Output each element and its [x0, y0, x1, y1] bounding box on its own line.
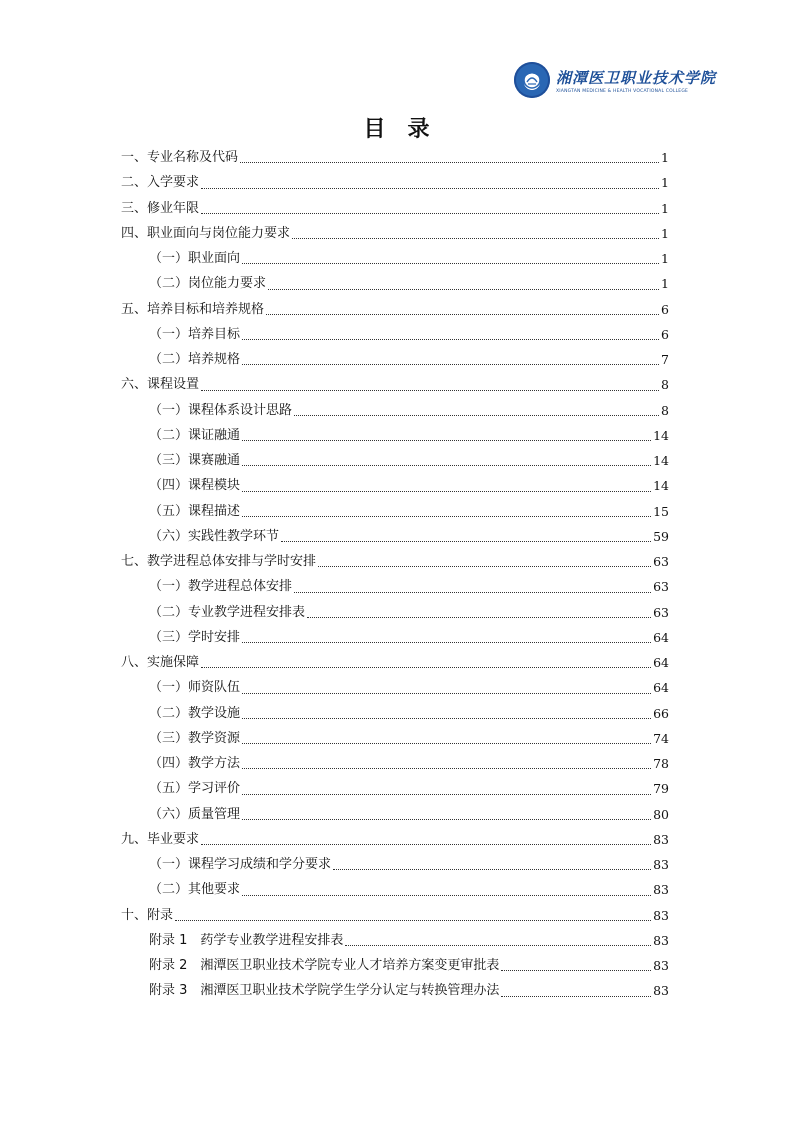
- toc-entry-page: 1: [661, 200, 669, 216]
- toc-entry-label: 六、课程设置: [121, 377, 200, 393]
- toc-entry[interactable]: [121, 978, 669, 1003]
- toc-dot-leader: [242, 363, 659, 365]
- toc-entry-page: 83: [653, 932, 669, 948]
- toc-entry-page: 79: [653, 781, 669, 797]
- toc-dot-leader: [242, 692, 651, 694]
- toc-dot-leader: [242, 742, 651, 744]
- toc-entry-page: 63: [653, 604, 669, 620]
- toc-dot-leader: [281, 540, 651, 542]
- toc-entry-label: （五）学习评价: [149, 781, 241, 797]
- toc-entry-page: 14: [653, 453, 669, 468]
- toc-dot-leader: [333, 868, 651, 870]
- toc-entry[interactable]: [121, 347, 669, 372]
- toc-entry[interactable]: [121, 271, 669, 296]
- toc-entry[interactable]: [121, 398, 669, 423]
- toc-dot-leader: [292, 237, 659, 239]
- toc-entry[interactable]: [121, 448, 669, 473]
- toc-dot-leader: [175, 919, 651, 921]
- toc-entry-label: 附录 3 湘潭医卫职业技术学院学生学分认定与转换管理办法: [149, 983, 500, 999]
- toc-entry[interactable]: [121, 423, 669, 448]
- toc-entry-label: （六）质量管理: [149, 806, 241, 822]
- toc-dot-leader: [268, 288, 659, 290]
- toc-entry-page: 1: [661, 150, 669, 165]
- toc-entry-page: 83: [653, 907, 669, 923]
- toc-entry-page: 64: [653, 629, 669, 645]
- toc-entry-label: （四）课程模块: [149, 478, 241, 494]
- toc-entry-page: 63: [653, 554, 669, 569]
- toc-dot-leader: [242, 793, 651, 795]
- toc-entry[interactable]: [121, 625, 669, 650]
- toc-dot-leader: [242, 717, 651, 719]
- toc-entry-label: 八、实施保障: [121, 655, 200, 670]
- toc-dot-leader: [242, 439, 651, 441]
- toc-entry[interactable]: [121, 524, 669, 549]
- toc-dot-leader: [240, 161, 659, 163]
- toc-entry-page: 83: [653, 983, 669, 999]
- toc-entry-page: 14: [653, 427, 669, 443]
- toc-dot-leader: [501, 995, 651, 997]
- toc-dot-leader: [294, 591, 651, 593]
- toc-entry-label: （二）课证融通: [149, 427, 241, 443]
- toc-entry-page: 74: [653, 730, 669, 746]
- toc-entry-label: 附录 1 药学专业教学进程安排表: [149, 932, 344, 948]
- toc-entry[interactable]: [121, 675, 669, 700]
- toc-entry-page: 83: [653, 882, 669, 898]
- toc-entry[interactable]: [121, 877, 669, 902]
- toc-entry-label: 九、毕业要求: [121, 831, 200, 847]
- toc-dot-leader: [201, 187, 659, 189]
- toc-entry[interactable]: [121, 221, 669, 246]
- toc-entry-page: 1: [661, 276, 669, 292]
- toc-entry-label: 三、修业年限: [121, 200, 200, 216]
- toc-entry-label: （四）教学方法: [149, 756, 241, 771]
- toc-entry-label: （二）其他要求: [149, 882, 241, 898]
- toc-entry[interactable]: [121, 499, 669, 524]
- logo-english-name: XIANGTAN MEDICINE & HEALTH VOCATIONAL COLLEGE: [556, 88, 689, 94]
- toc-entry[interactable]: [121, 903, 669, 928]
- toc-entry[interactable]: [121, 196, 669, 221]
- toc-entry[interactable]: [121, 776, 669, 801]
- college-logo: [514, 62, 716, 98]
- toc-entry-label: （三）教学资源: [149, 730, 241, 746]
- toc-entry[interactable]: [121, 751, 669, 776]
- toc-entry-page: 83: [653, 831, 669, 847]
- toc-entry[interactable]: [121, 600, 669, 625]
- toc-dot-leader: [242, 818, 651, 820]
- toc-entry-page: 64: [653, 680, 669, 696]
- toc-entry[interactable]: [121, 802, 669, 827]
- toc-dot-leader: [201, 666, 651, 668]
- toc-dot-leader: [307, 616, 651, 618]
- toc-entry-label: （一）教学进程总体安排: [149, 579, 293, 595]
- toc-entry[interactable]: [121, 827, 669, 852]
- toc-entry-label: （三）学时安排: [149, 629, 241, 645]
- toc-entry-label: （二）培养规格: [149, 352, 241, 367]
- toc-entry-label: （二）岗位能力要求: [149, 276, 267, 292]
- toc-entry-label: 一、专业名称及代码: [121, 150, 239, 165]
- toc-entry-page: 1: [661, 251, 669, 266]
- toc-entry-label: （一）职业面向: [149, 251, 241, 266]
- toc-entry-label: 二、入学要求: [121, 175, 200, 191]
- toc-entry-page: 15: [653, 503, 669, 519]
- toc-entry-label: 五、培养目标和培养规格: [121, 301, 265, 317]
- toc-entry[interactable]: [121, 928, 669, 953]
- college-emblem-icon: [514, 62, 550, 98]
- toc-entry[interactable]: [121, 650, 669, 675]
- toc-entry[interactable]: [121, 726, 669, 751]
- toc-dot-leader: [242, 464, 651, 466]
- toc-entry[interactable]: [121, 246, 669, 271]
- toc-dot-leader: [501, 969, 651, 971]
- toc-entry-page: 6: [661, 326, 669, 342]
- toc-entry[interactable]: [121, 473, 669, 498]
- toc-entry-label: （六）实践性教学环节: [149, 528, 280, 544]
- table-of-contents: [121, 145, 669, 1004]
- toc-entry[interactable]: [121, 145, 669, 170]
- toc-dot-leader: [242, 767, 651, 769]
- toc-dot-leader: [242, 490, 651, 492]
- toc-entry-page: 83: [653, 857, 669, 872]
- toc-entry-page: 8: [661, 377, 669, 393]
- toc-dot-leader: [201, 843, 651, 845]
- toc-dot-leader: [201, 212, 659, 214]
- toc-entry[interactable]: [121, 953, 669, 978]
- toc-entry-page: 59: [653, 528, 669, 544]
- toc-dot-leader: [242, 894, 651, 896]
- toc-entry-page: 63: [653, 579, 669, 595]
- toc-entry-label: （一）课程学习成绩和学分要求: [149, 857, 332, 872]
- toc-entry-page: 6: [661, 301, 669, 317]
- toc-entry[interactable]: [121, 574, 669, 599]
- toc-entry-page: 83: [653, 958, 669, 973]
- toc-entry-page: 78: [653, 756, 669, 771]
- page-title: 目录: [363, 117, 452, 142]
- logo-chinese-name: 湘潭医卫职业技术学院: [556, 68, 717, 87]
- toc-entry-page: 14: [653, 478, 669, 494]
- toc-entry-label: （二）专业教学进程安排表: [149, 604, 306, 620]
- toc-entry-label: （三）课赛融通: [149, 453, 241, 468]
- toc-entry-page: 7: [661, 352, 669, 367]
- toc-entry-label: （五）课程描述: [149, 503, 241, 519]
- toc-entry-label: 七、教学进程总体安排与学时安排: [121, 554, 317, 569]
- toc-dot-leader: [242, 515, 651, 517]
- toc-entry-page: 8: [661, 402, 669, 418]
- toc-entry-page: 80: [653, 806, 669, 822]
- toc-entry-page: 1: [661, 175, 669, 191]
- toc-entry[interactable]: [121, 852, 669, 877]
- toc-entry[interactable]: [121, 372, 669, 397]
- toc-entry[interactable]: [121, 549, 669, 574]
- toc-dot-leader: [345, 944, 651, 946]
- toc-entry-page: 66: [653, 705, 669, 721]
- toc-dot-leader: [318, 565, 651, 567]
- toc-entry-label: 附录 2 湘潭医卫职业技术学院专业人才培养方案变更审批表: [149, 958, 500, 973]
- toc-entry-label: （二）教学设施: [149, 705, 241, 721]
- toc-dot-leader: [242, 641, 651, 643]
- toc-entry-page: 1: [661, 225, 669, 241]
- toc-entry[interactable]: [121, 170, 669, 195]
- toc-entry[interactable]: [121, 297, 669, 322]
- toc-entry[interactable]: [121, 322, 669, 347]
- toc-dot-leader: [266, 313, 659, 315]
- toc-dot-leader: [294, 414, 659, 416]
- toc-entry-page: 64: [653, 655, 669, 670]
- toc-entry-label: （一）课程体系设计思路: [149, 402, 293, 418]
- toc-entry-label: （一）师资队伍: [149, 680, 241, 696]
- toc-dot-leader: [201, 389, 659, 391]
- toc-dot-leader: [242, 338, 659, 340]
- toc-entry-label: 十、附录: [121, 907, 174, 923]
- toc-dot-leader: [242, 262, 659, 264]
- toc-entry[interactable]: [121, 701, 669, 726]
- toc-entry-label: （一）培养目标: [149, 326, 241, 342]
- toc-entry-label: 四、职业面向与岗位能力要求: [121, 225, 291, 241]
